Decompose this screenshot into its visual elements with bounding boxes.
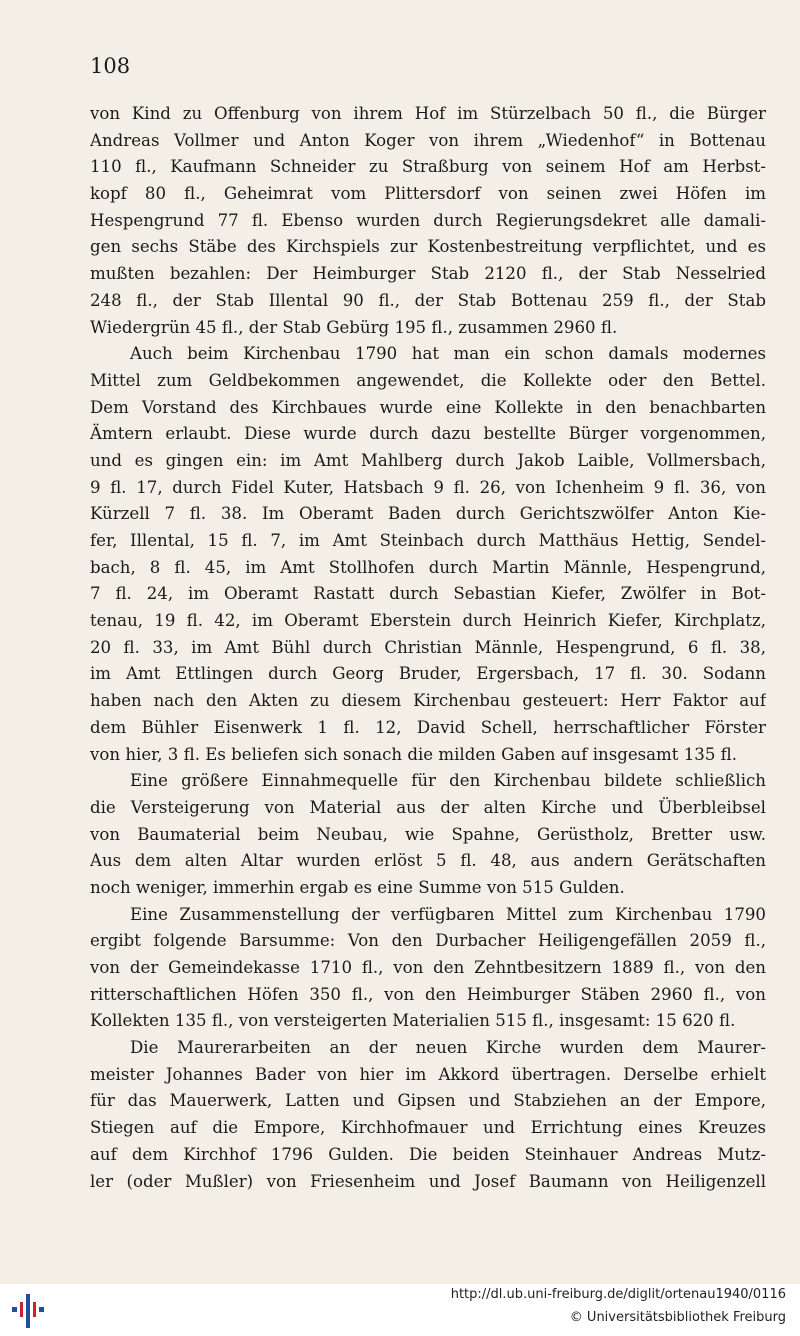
text-line: Wiedergrün 45 fl., der Stab Gebürg 195 fl., zusammen 2960 fl. bbox=[90, 317, 618, 337]
text-line: mußten bezahlen: Der Heimburger Stab 2120 fl., der Stab Nesselried bbox=[90, 264, 766, 284]
text-line: Die Maurerarbeiten an der neuen Kirche wurden dem Maurer- bbox=[130, 1038, 766, 1058]
text-line: ritterschaftlichen Höfen 350 fl., von den Heimburger Stäben 2960 fl., von bbox=[90, 984, 766, 1004]
text-line: ler (oder Mußler) von Friesenheim und Josef Baumann von Heiligenzell bbox=[90, 1171, 766, 1191]
text-line: gen sechs Stäbe des Kirchspiels zur Kostenbestreitung verpflichtet, und es bbox=[90, 237, 766, 257]
text-line: meister Johannes Bader von hier im Akkord übertragen. Derselbe erhielt bbox=[90, 1064, 766, 1084]
text-line: 7 fl. 24, im Oberamt Rastatt durch Sebastian Kiefer, Zwölfer in Bot- bbox=[90, 584, 766, 604]
text-line: von hier, 3 fl. Es beliefen sich sonach die milden Gaben auf insgesamt 135 fl. bbox=[90, 744, 738, 764]
text-line: ergibt folgende Barsumme: Von den Durbacher Heiligengefällen 2059 fl., bbox=[90, 931, 766, 951]
text-line: bach, 8 fl. 45, im Amt Stollhofen durch Martin Männle, Hespengrund, bbox=[90, 557, 766, 577]
text-line: Dem Vorstand des Kirchbaues wurde eine Kollekte in den benachbarten bbox=[90, 397, 766, 417]
text-line: die Versteigerung von Material aus der alten Kirche und Überbleibsel bbox=[90, 797, 766, 817]
text-line: 9 fl. 17, durch Fidel Kuter, Hatsbach 9 fl. 26, von Ichenheim 9 fl. 36, von bbox=[90, 477, 766, 497]
text-line: Stiegen auf die Empore, Kirchhofmauer und Errichtung eines Kreuzes bbox=[90, 1118, 766, 1138]
text-line: haben nach den Akten zu diesem Kirchenbau gesteuert: Herr Faktor auf bbox=[90, 691, 766, 711]
text-line: 110 fl., Kaufmann Schneider zu Straßburg von seinem Hof am Herbst- bbox=[90, 157, 766, 177]
text-line: 20 fl. 33, im Amt Bühl durch Christian Männle, Hespengrund, 6 fl. 38, bbox=[90, 637, 766, 657]
text-line: von Baumaterial beim Neubau, wie Spahne, Gerüstholz, Bretter usw. bbox=[90, 824, 766, 844]
body-text bbox=[90, 101, 766, 1195]
text-line: kopf 80 fl., Geheimrat vom Plittersdorf von seinen zwei Höfen im bbox=[90, 184, 766, 204]
text-line: fer, Illental, 15 fl. 7, im Amt Steinbach durch Matthäus Hettig, Sendel- bbox=[90, 531, 766, 550]
text-line: noch weniger, immerhin ergab es eine Summe von 515 Gulden. bbox=[90, 877, 625, 897]
text-line: Kürzell 7 fl. 38. Im Oberamt Baden durch Gerichtszwölfer Anton Kie- bbox=[90, 504, 766, 524]
text-line: 248 fl., der Stab Illental 90 fl., der Stab Bottenau 259 fl., der Stab bbox=[90, 290, 766, 310]
text-line: Andreas Vollmer und Anton Koger von ihrem „Wiedenhof“ in Bottenau bbox=[90, 130, 766, 150]
source-url-link[interactable]: http://dl.ub.uni-freiburg.de/diglit/ortenau1940/0116 bbox=[450, 1287, 786, 1302]
text-line: von der Gemeindekasse 1710 fl., von den Zehntbesitzern 1889 fl., von den bbox=[90, 958, 766, 977]
text-line: auf dem Kirchhof 1796 Gulden. Die beiden Steinhauer Andreas Mutz- bbox=[90, 1144, 766, 1164]
text-line: und es gingen ein: im Amt Mahlberg durch Jakob Laible, Vollmersbach, bbox=[90, 450, 766, 470]
text-line: Aus dem alten Altar wurden erlöst 5 fl. 48, aus andern Gerätschaften bbox=[90, 851, 766, 871]
text-line: Eine größere Einnahmequelle für den Kirchenbau bildete schließlich bbox=[130, 771, 766, 791]
text-line: Eine Zusammenstellung der verfügbaren Mittel zum Kirchenbau 1790 bbox=[130, 904, 766, 924]
text-line: im Amt Ettlingen durch Georg Bruder, Ergersbach, 17 fl. 30. Sodann bbox=[90, 664, 766, 684]
text-line: Auch beim Kirchenbau 1790 hat man ein schon damals modernes bbox=[130, 344, 766, 364]
page-number: 108 bbox=[90, 54, 131, 78]
ub-freiburg-logo-icon bbox=[8, 1288, 52, 1332]
text-line: tenau, 19 fl. 42, im Oberamt Eberstein durch Heinrich Kiefer, Kirchplatz, bbox=[90, 611, 766, 631]
text-line: von Kind zu Offenburg von ihrem Hof im Stürzelbach 50 fl., die Bürger bbox=[90, 104, 766, 123]
text-line: Kollekten 135 fl., von versteigerten Materialien 515 fl., insgesamt: 15 620 fl. bbox=[90, 1011, 736, 1031]
copyright-notice: © Universitätsbibliothek Freiburg bbox=[569, 1310, 786, 1325]
text-line: Mittel zum Geldbekommen angewendet, die Kollekte oder den Bettel. bbox=[90, 370, 766, 390]
text-line: dem Bühler Eisenwerk 1 fl. 12, David Schell, herrschaftlicher Förster bbox=[90, 717, 766, 737]
text-line: für das Mauerwerk, Latten und Gipsen und Stabziehen an der Empore, bbox=[90, 1091, 766, 1111]
text-line: Ämtern erlaubt. Diese wurde durch dazu bestellte Bürger vorgenommen, bbox=[90, 424, 766, 444]
text-line: Hespengrund 77 fl. Ebenso wurden durch Regierungsdekret alle damali- bbox=[90, 210, 766, 230]
viewer-footer bbox=[0, 1284, 800, 1336]
